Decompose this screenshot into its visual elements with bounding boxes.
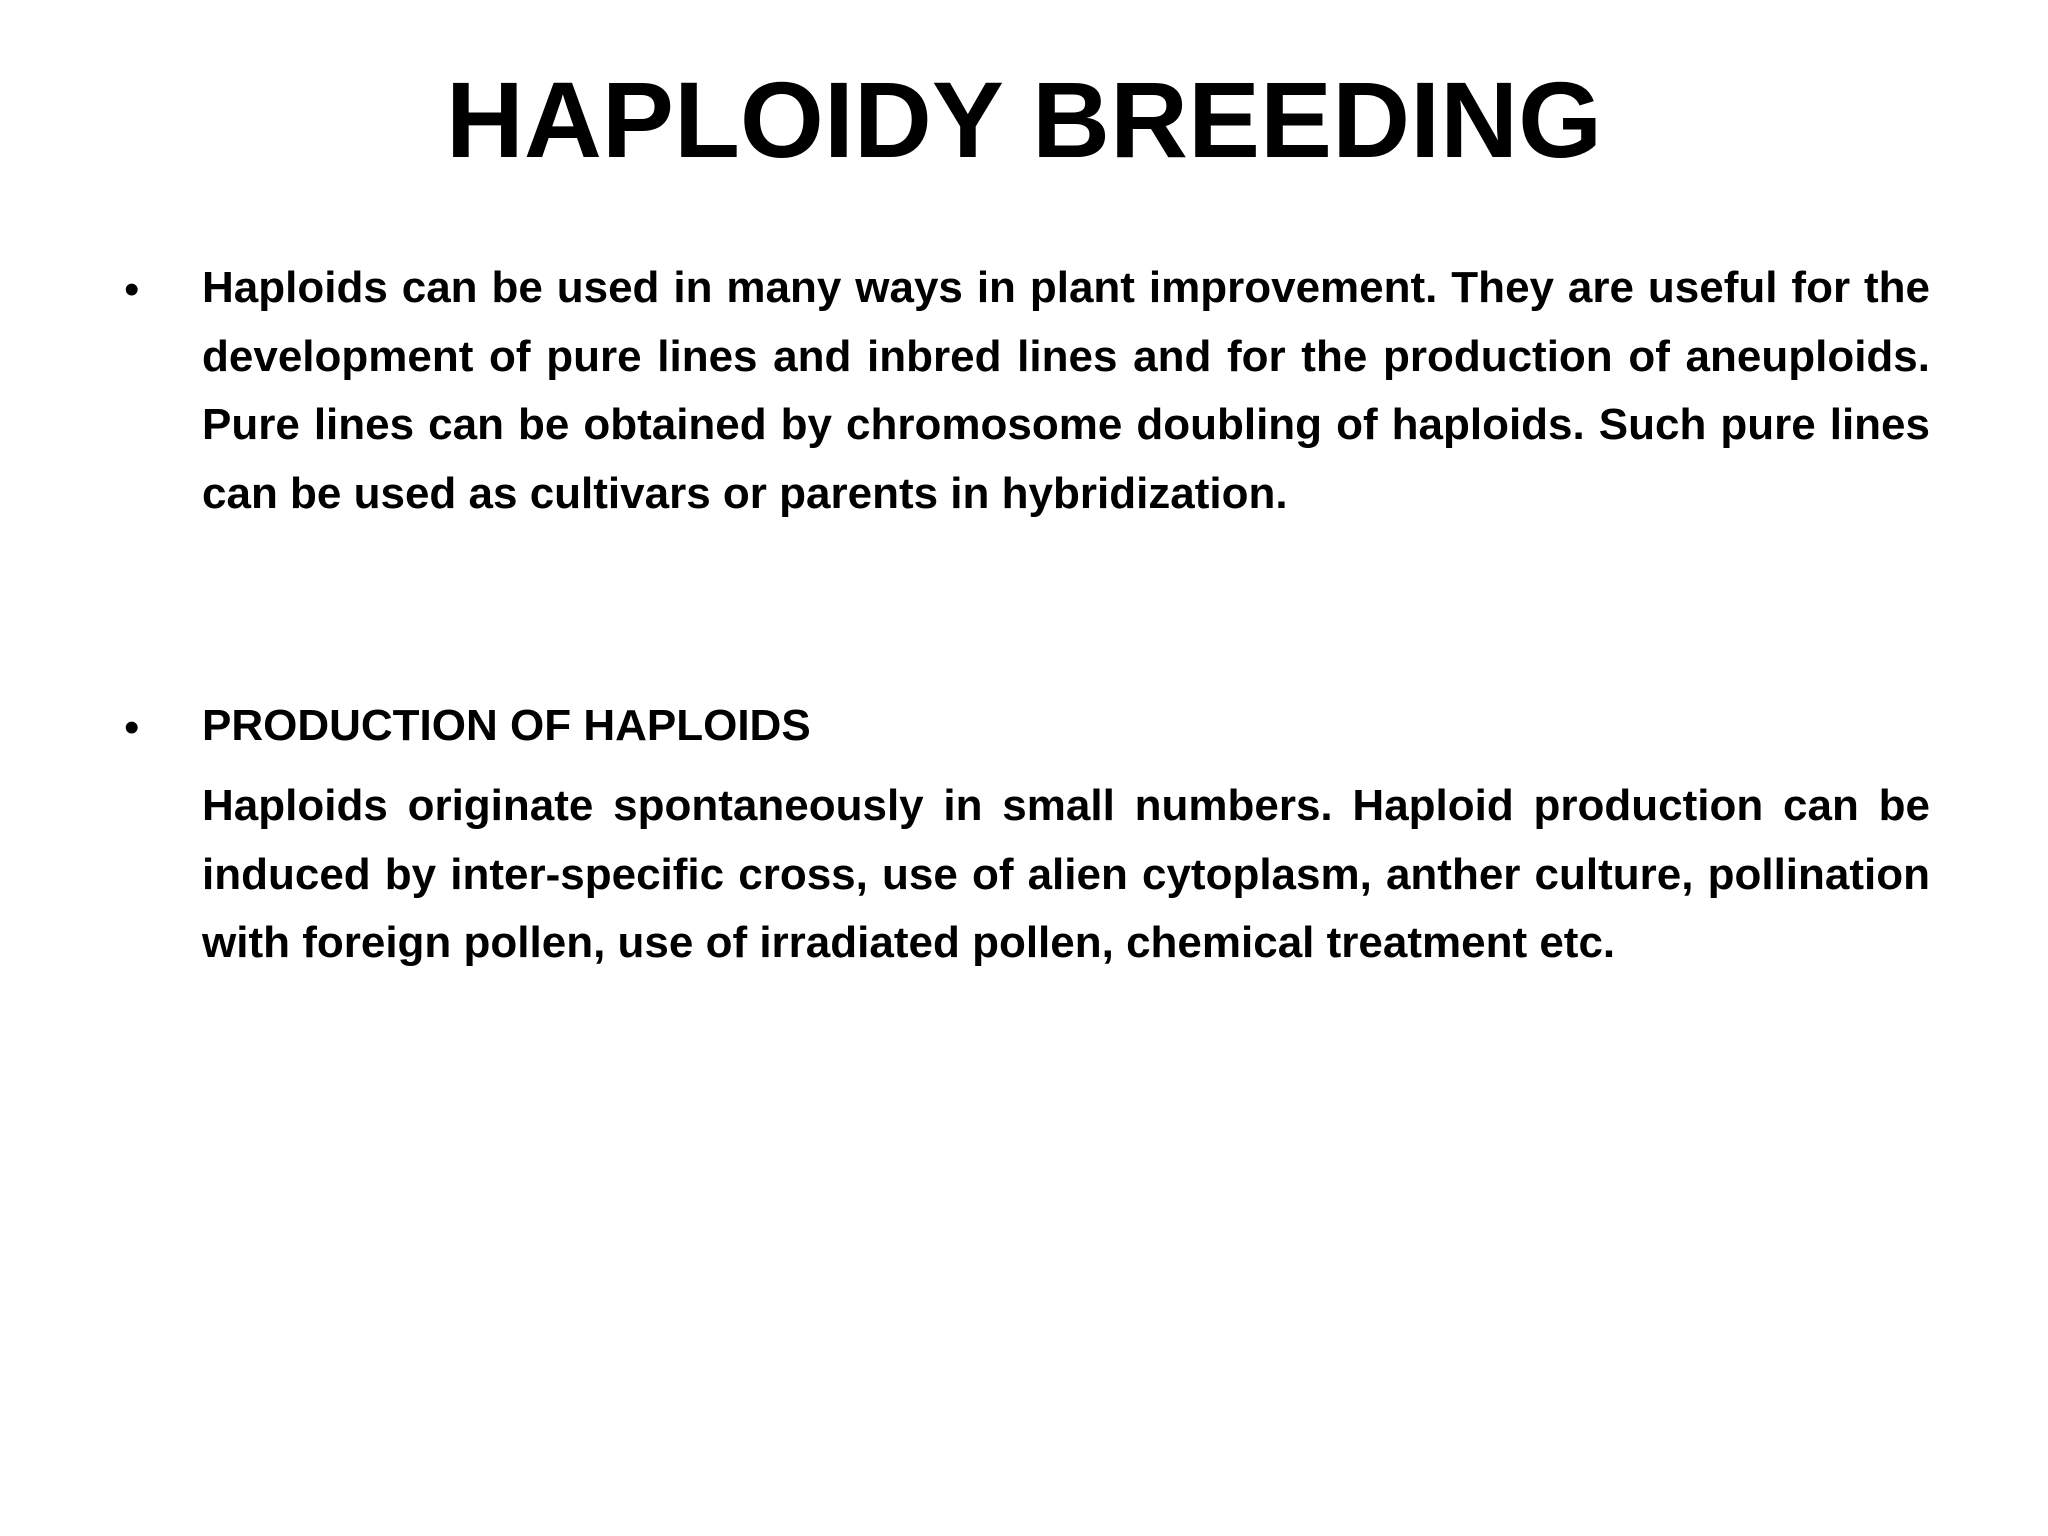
- bullet-paragraph-production: Haploids originate spontaneously in small numbers. Haploid production can be induced by inter-specific cross, use of alien cytoplasm, anther culture, pollination with foreign pollen, use of irradiated pollen, chemical treatment etc.: [202, 781, 1930, 967]
- bullet-marker: •: [124, 265, 140, 314]
- slide-title: HAPLOIDY BREEDING: [445, 59, 1603, 180]
- bullet-paragraph-haploids-uses: Haploids can be used in many ways in plant improvement. They are useful for the development of pure lines and inbred lines and for the production of aneuploids. Pure lines can be obtained by chromosome doubling of haploids. Such pure lines can be used as cultivars or parents in hybridization.: [202, 263, 1930, 518]
- section-heading-production: PRODUCTION OF HAPLOIDS: [202, 701, 811, 750]
- bullet-marker: •: [124, 703, 140, 752]
